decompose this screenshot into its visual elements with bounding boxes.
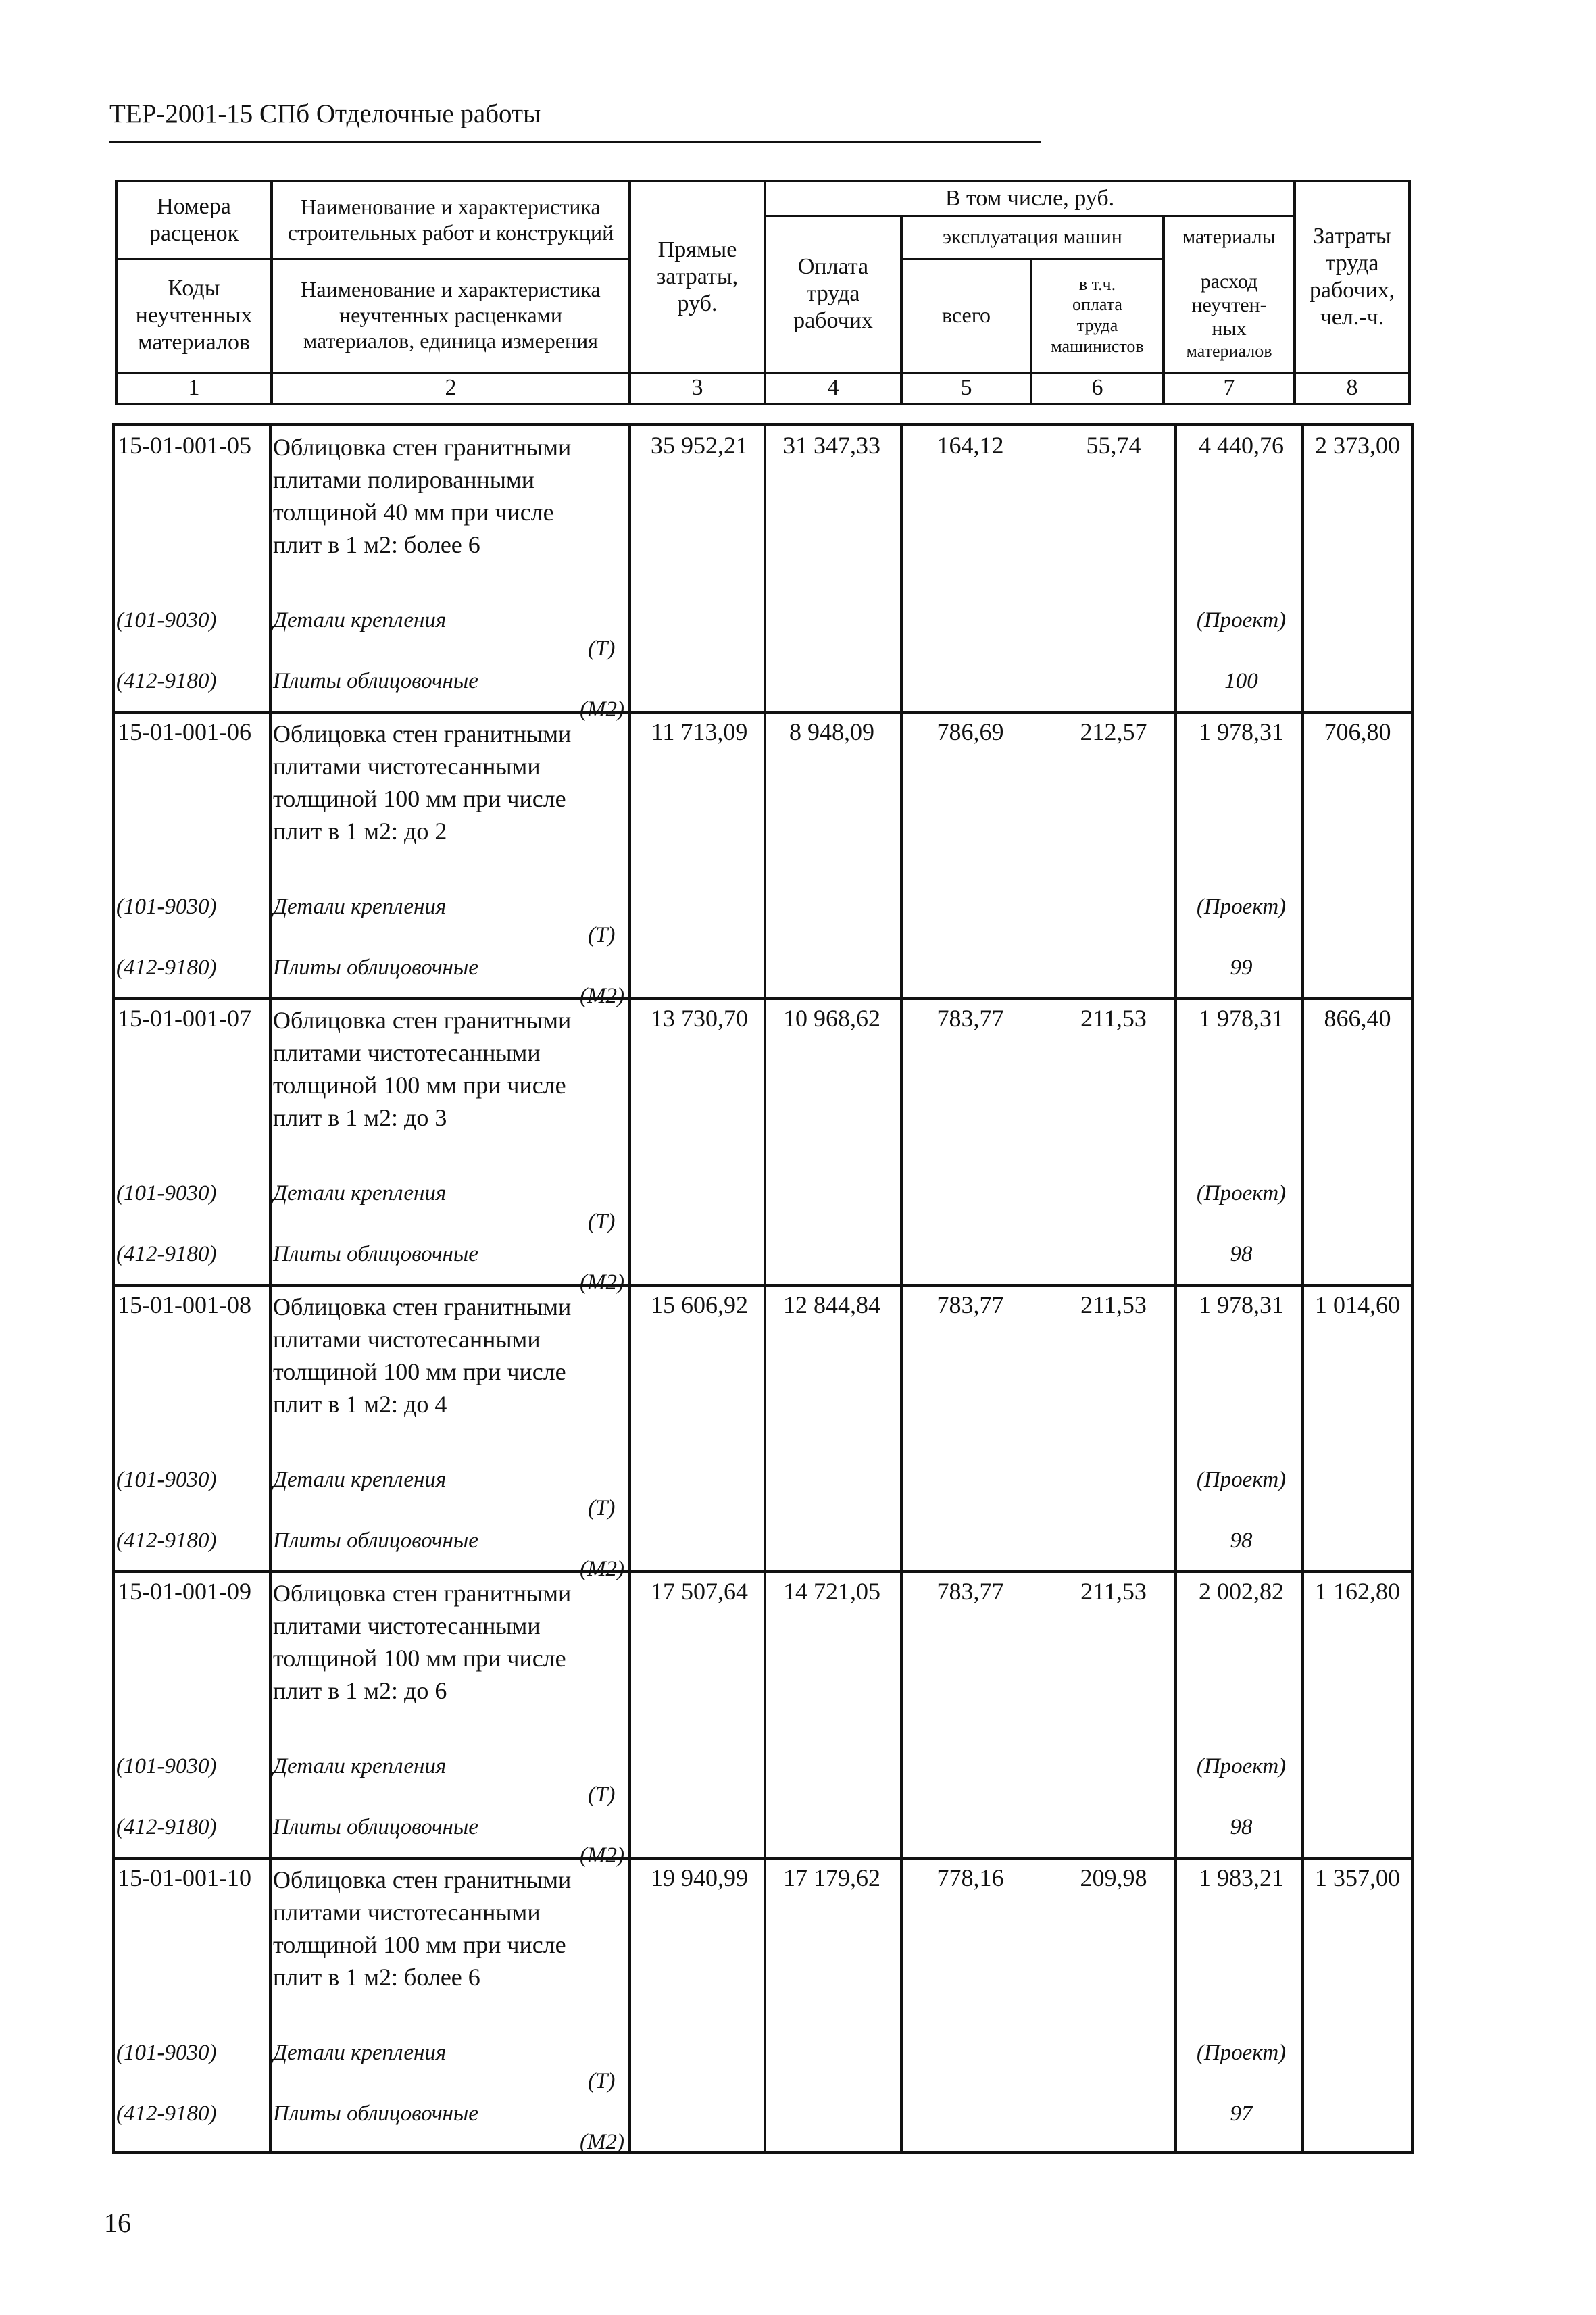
material-code: (101-9030)	[116, 2041, 217, 2065]
material-name: Плиты облицовочные	[273, 1528, 478, 1553]
material-unit: (Т)	[588, 923, 616, 947]
material-code: (412-9180)	[116, 1815, 217, 1839]
header-machines: эксплуатация машин	[943, 226, 1122, 249]
material-quantity: 100	[1224, 669, 1258, 693]
material-quantity: 98	[1230, 1528, 1253, 1553]
column-number: 2	[445, 375, 457, 401]
header-unaccounted-materials: расход неучтен- ных материалов	[1186, 270, 1272, 361]
header-including: В том числе, руб.	[945, 185, 1115, 211]
material-unit: (М2)	[580, 1557, 624, 1581]
labor-pay-value: 14 721,05	[783, 1578, 880, 1605]
rate-code: 15-01-001-10	[118, 1864, 251, 1891]
material-code: (101-9030)	[116, 895, 217, 919]
column-number: 4	[827, 375, 839, 401]
material-quantity: (Проект)	[1196, 2041, 1287, 2065]
table-row	[115, 999, 1411, 1295]
header-machines-labor: в т.ч. оплата труда машинистов	[1051, 274, 1144, 356]
table-row	[115, 1858, 1411, 2154]
material-quantity: 99	[1230, 955, 1253, 980]
header-materials: материалы	[1182, 226, 1276, 249]
machines-labor-value: 211,53	[1080, 1005, 1147, 1032]
material-code: (412-9180)	[116, 669, 217, 693]
direct-costs-value: 17 507,64	[651, 1578, 748, 1605]
material-name: Плиты облицовочные	[273, 2101, 478, 2126]
header-direct-costs: Прямые затраты, руб.	[656, 237, 739, 317]
material-unit: (М2)	[580, 697, 624, 722]
header-rate-numbers: Номера расценок	[149, 193, 239, 246]
document-title: ТЕР-2001-15 СПб Отделочные работы	[109, 99, 541, 128]
material-name: Детали крепления	[273, 1468, 447, 1492]
material-quantity: 98	[1230, 1815, 1253, 1839]
work-description: Облицовка стен гранитными плитами чистотесанными толщиной 100 мм при числе плит в 1 м2: более 6	[273, 1866, 572, 1991]
material-name: Плиты облицовочные	[273, 955, 478, 980]
material-quantity: (Проект)	[1196, 1181, 1287, 1205]
rates-table	[112, 423, 1414, 2154]
material-code: (412-9180)	[116, 1528, 217, 1553]
labor-pay-value: 10 968,62	[783, 1005, 880, 1032]
title-rule	[109, 141, 1041, 143]
column-number: 5	[960, 375, 972, 401]
direct-costs-value: 11 713,09	[651, 718, 748, 745]
machines-labor-value: 212,57	[1080, 718, 1147, 745]
material-name: Детали крепления	[273, 1754, 447, 1778]
material-unit: (М2)	[580, 2130, 624, 2154]
materials-value: 4 440,76	[1199, 432, 1284, 459]
column-number: 7	[1223, 375, 1235, 401]
labor-hours-value: 1 357,00	[1315, 1864, 1400, 1891]
labor-hours-value: 2 373,00	[1315, 432, 1400, 459]
labor-hours-value: 866,40	[1324, 1005, 1391, 1032]
machines-total-value: 778,16	[937, 1864, 1004, 1891]
work-description: Облицовка стен гранитными плитами чистотесанными толщиной 100 мм при числе плит в 1 м2: до 4	[273, 1293, 572, 1418]
material-code: (101-9030)	[116, 608, 217, 632]
work-description: Облицовка стен гранитными плитами чистотесанными толщиной 100 мм при числе плит в 1 м2: до 6	[273, 1580, 572, 1704]
rate-code: 15-01-001-08	[118, 1291, 251, 1318]
material-name: Детали крепления	[273, 1181, 447, 1205]
header-material-name: Наименование и характеристика неучтенных расценками материалов, единица измерения	[301, 277, 601, 353]
machines-total-value: 786,69	[937, 718, 1004, 745]
material-code: (412-9180)	[116, 2101, 217, 2126]
materials-value: 2 002,82	[1199, 1578, 1284, 1605]
labor-hours-value: 706,80	[1324, 718, 1391, 745]
materials-value: 1 978,31	[1199, 718, 1284, 745]
labor-hours-value: 1 162,80	[1315, 1578, 1400, 1605]
material-name: Плиты облицовочные	[273, 1242, 478, 1266]
material-unit: (М2)	[580, 1270, 624, 1295]
machines-total-value: 164,12	[937, 432, 1004, 459]
material-name: Плиты облицовочные	[273, 1815, 478, 1839]
rate-code: 15-01-001-07	[118, 1005, 251, 1032]
header-material-codes: Коды неучтенных материалов	[135, 275, 253, 355]
machines-labor-value: 211,53	[1080, 1578, 1147, 1605]
labor-pay-value: 8 948,09	[789, 718, 874, 745]
labor-pay-value: 31 347,33	[783, 432, 880, 459]
material-name: Детали крепления	[273, 895, 447, 919]
materials-value: 1 978,31	[1199, 1291, 1284, 1318]
material-quantity: (Проект)	[1196, 895, 1287, 919]
table-row	[115, 426, 1411, 722]
machines-total-value: 783,77	[937, 1291, 1004, 1318]
labor-pay-value: 17 179,62	[783, 1864, 880, 1891]
material-unit: (Т)	[588, 2069, 616, 2093]
table-row	[115, 712, 1411, 1008]
material-code: (101-9030)	[116, 1468, 217, 1492]
material-name: Детали крепления	[273, 608, 447, 632]
material-name: Детали крепления	[273, 2041, 447, 2065]
machines-labor-value: 55,74	[1086, 432, 1141, 459]
material-unit: (М2)	[580, 984, 624, 1008]
rate-code: 15-01-001-09	[118, 1578, 251, 1605]
material-unit: (М2)	[580, 1843, 624, 1868]
rate-code: 15-01-001-06	[118, 718, 251, 745]
machines-total-value: 783,77	[937, 1578, 1004, 1605]
column-number: 8	[1346, 375, 1358, 401]
machines-labor-value: 211,53	[1080, 1291, 1147, 1318]
material-unit: (Т)	[588, 1210, 616, 1234]
material-unit: (Т)	[588, 1496, 616, 1520]
table-row	[115, 1285, 1411, 1581]
machines-total-value: 783,77	[937, 1005, 1004, 1032]
direct-costs-value: 13 730,70	[651, 1005, 748, 1032]
material-unit: (Т)	[588, 1783, 616, 1807]
table-header	[115, 180, 1411, 405]
machines-labor-value: 209,98	[1080, 1864, 1147, 1891]
work-description: Облицовка стен гранитными плитами чистотесанными толщиной 100 мм при числе плит в 1 м2: до 2	[273, 720, 572, 845]
column-number: 6	[1091, 375, 1103, 401]
header-labor-pay: Оплата труда рабочих	[793, 253, 873, 334]
material-code: (412-9180)	[116, 955, 217, 980]
direct-costs-value: 15 606,92	[651, 1291, 748, 1318]
material-quantity: (Проект)	[1196, 1468, 1287, 1492]
work-description: Облицовка стен гранитными плитами полированными толщиной 40 мм при числе плит в 1 м2: более 6	[273, 434, 572, 558]
header-labor-hours: Затраты труда рабочих, чел.-ч.	[1309, 223, 1395, 330]
material-quantity: 98	[1230, 1242, 1253, 1266]
header-work-name: Наименование и характеристика строительных работ и конструкций	[287, 195, 614, 245]
material-unit: (Т)	[588, 637, 616, 661]
materials-value: 1 983,21	[1199, 1864, 1284, 1891]
material-quantity: (Проект)	[1196, 1754, 1287, 1778]
material-quantity: 97	[1230, 2101, 1253, 2126]
column-number: 1	[188, 375, 200, 401]
header-machines-total: всего	[941, 303, 991, 328]
materials-value: 1 978,31	[1199, 1005, 1284, 1032]
material-code: (101-9030)	[116, 1754, 217, 1778]
table-row	[115, 1572, 1411, 1868]
labor-pay-value: 12 844,84	[783, 1291, 880, 1318]
direct-costs-value: 19 940,99	[651, 1864, 748, 1891]
material-quantity: (Проект)	[1196, 608, 1287, 632]
material-name: Плиты облицовочные	[273, 669, 478, 693]
direct-costs-value: 35 952,21	[651, 432, 748, 459]
page-number: 16	[104, 2208, 131, 2238]
column-number: 3	[691, 375, 703, 401]
material-code: (101-9030)	[116, 1181, 217, 1205]
work-description: Облицовка стен гранитными плитами чистотесанными толщиной 100 мм при числе плит в 1 м2: до 3	[273, 1007, 572, 1131]
rate-code: 15-01-001-05	[118, 432, 251, 459]
labor-hours-value: 1 014,60	[1315, 1291, 1400, 1318]
material-code: (412-9180)	[116, 1242, 217, 1266]
